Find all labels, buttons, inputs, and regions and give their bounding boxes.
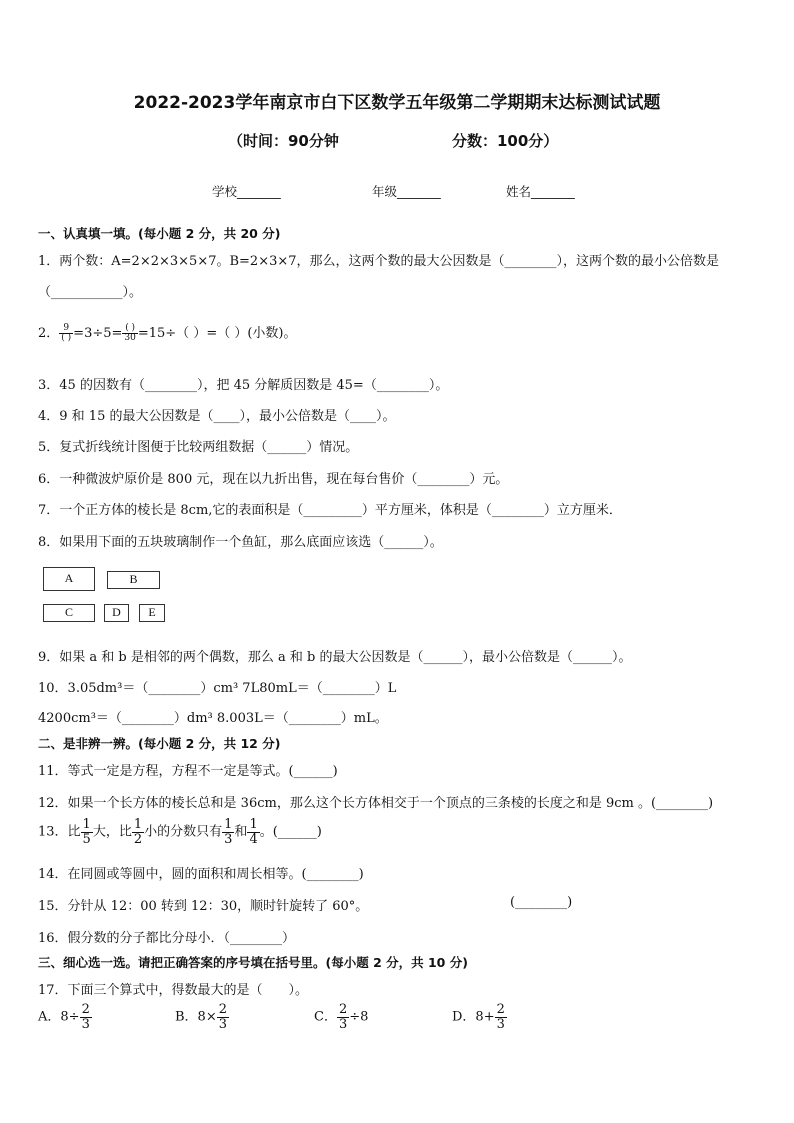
q2-f2-denominator: 30 <box>124 333 136 343</box>
q2-suffix: =15÷（ ）=（ ）(小数)。 <box>137 326 297 341</box>
section-3-heading: 三、细心选一选。请把正确答案的序号填在括号里。(每小题 2 分，共 10 分) <box>38 955 468 970</box>
page-title: 2022-2023学年南京市白下区数学五年级第二学期期末达标测试试题 <box>133 93 661 113</box>
q2-f1-denominator: ( ) <box>61 333 72 343</box>
question-6: 6．一种微波炉原价是 800 元，现在以九折出售，现在每台售价（________）元。 <box>38 472 509 487</box>
question-7: 7．一个正方体的棱长是 8cm,它的表面积是（_________）平方厘米，体积是（________）立方厘米． <box>38 503 622 518</box>
question-16: 16．假分数的分子都比分母小．（________） <box>38 931 296 946</box>
glass-piece-d: D <box>104 604 129 622</box>
q13-f1-denominator: 5 <box>82 831 91 847</box>
option-b-denominator: 3 <box>218 1016 227 1032</box>
option-a <box>38 1003 92 1031</box>
question-5: 5．复式折线统计图便于比较两组数据（______）情况。 <box>38 440 359 455</box>
total-score: 分数：100分） <box>452 132 559 150</box>
glass-piece-c: C <box>43 604 95 622</box>
name-field: 姓名_______ <box>506 184 575 199</box>
q2-f2-numerator: ( ) <box>122 324 137 334</box>
q13-f2-numerator: 1 <box>133 817 143 832</box>
question-10-line-1: 10．3.05dm³＝（________）cm³ 7L80mL＝（________）L <box>38 681 397 696</box>
option-d-denominator: 3 <box>496 1016 505 1032</box>
option-a-numerator: 2 <box>81 1002 90 1017</box>
q13-f2-denominator: 2 <box>133 831 143 847</box>
q13-fraction-3 <box>222 818 234 846</box>
question-12: 12．如果一个长方体的棱长总和是 36cm，那么这个长方体相交于一个顶点的三条棱的长度之和是 9cm 。(________) <box>38 796 714 811</box>
question-1-line-1: 1．两个数：A=2×2×3×5×7。B=2×3×7，那么，这两个数的最大公因数是（________），这两个数的最小公倍数是 <box>38 254 720 269</box>
option-b <box>175 1003 229 1031</box>
q2-prefix: 2． <box>38 326 60 341</box>
q13-text-1: 13．比 <box>38 824 81 840</box>
q13-fraction-1 <box>81 818 93 846</box>
option-d-fraction <box>495 1003 507 1031</box>
option-d-numerator: 2 <box>496 1002 505 1017</box>
glass-piece-e: E <box>139 604 165 622</box>
q13-f4-denominator: 4 <box>249 831 258 847</box>
option-c <box>314 1003 368 1031</box>
question-11: 11．等式一定是方程，方程不一定是等式。(______) <box>38 764 338 779</box>
question-14: 14．在同圆或等圆中，圆的面积和周长相等。(________) <box>38 867 364 882</box>
option-c-fraction <box>337 1003 349 1031</box>
q2-fraction-1 <box>59 324 73 344</box>
q13-text-3: 小的分数只有 <box>144 824 223 840</box>
section-1-heading: 一、认真填一填。(每小题 2 分，共 20 分) <box>38 226 281 241</box>
option-a-denominator: 3 <box>81 1016 90 1032</box>
glass-piece-a: A <box>43 567 95 591</box>
question-13 <box>38 818 322 846</box>
q13-f3-denominator: 3 <box>224 831 233 847</box>
q2-middle: =3÷5= <box>73 326 123 341</box>
option-b-numerator: 2 <box>218 1002 227 1017</box>
option-c-text: ÷8 <box>349 1009 369 1025</box>
option-c-label: C． <box>314 1009 337 1025</box>
q13-text-2: 大，比 <box>92 824 132 840</box>
question-3: 3．45 的因数有（________），把 45 分解质因数是 45=（________）。 <box>38 378 449 393</box>
option-d <box>452 1003 507 1031</box>
q13-fraction-4 <box>247 818 259 846</box>
question-15-answer: (________) <box>510 895 573 910</box>
option-b-fraction <box>217 1003 229 1031</box>
q2-f1-numerator: 9 <box>59 324 73 334</box>
question-9: 9．如果 a 和 b 是相邻的两个偶数，那么 a 和 b 的最大公因数是（______），最小公倍数是（______）。 <box>38 650 632 665</box>
school-field: 学校_______ <box>212 184 281 199</box>
section-2-heading: 二、是非辨一辨。(每小题 2 分，共 12 分) <box>38 736 281 751</box>
option-c-denominator: 3 <box>338 1016 348 1032</box>
option-d-text: D．8+ <box>452 1009 495 1025</box>
grade-field: 年级_______ <box>372 184 441 199</box>
option-c-numerator: 2 <box>338 1002 348 1017</box>
q13-text-4: 和 <box>234 824 248 840</box>
q13-f1-numerator: 1 <box>82 817 91 832</box>
option-b-text: B．8× <box>175 1009 217 1025</box>
q13-f4-numerator: 1 <box>249 817 258 832</box>
question-15: 15．分针从 12：00 转到 12：30，顺时针旋转了 60°。 <box>38 899 369 914</box>
q13-text-5: 。(______) <box>259 824 322 840</box>
time-limit: （时间：90分钟 <box>228 132 339 150</box>
question-1-line-2: （___________）。 <box>38 285 143 300</box>
question-4: 4．9 和 15 的最大公因数是（____），最小公倍数是（____）。 <box>38 409 396 424</box>
q13-fraction-2 <box>132 818 144 846</box>
glass-piece-b: B <box>107 571 160 589</box>
question-8: 8．如果用下面的五块玻璃制作一个鱼缸，那么底面应该选（______）。 <box>38 535 443 550</box>
option-a-text: A．8÷ <box>38 1009 80 1025</box>
question-2 <box>38 322 297 343</box>
question-10-line-2: 4200cm³＝（________）dm³ 8.003L＝（________）mL。 <box>38 711 388 726</box>
q13-f3-numerator: 1 <box>224 817 233 832</box>
question-17: 17．下面三个算式中，得数最大的是（ ）。 <box>38 983 309 998</box>
q2-fraction-2 <box>122 324 137 344</box>
option-a-fraction <box>80 1003 92 1031</box>
